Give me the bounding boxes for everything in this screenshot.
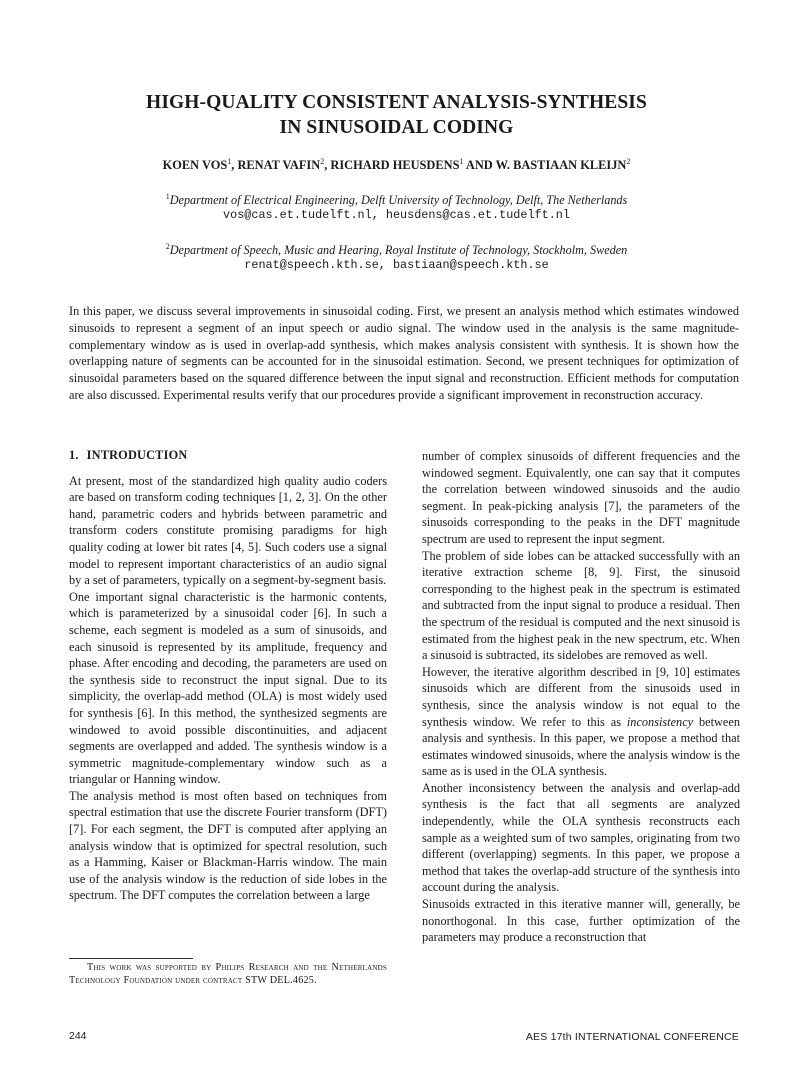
author-affiliation-mark: 2 — [626, 157, 631, 166]
right-column — [422, 448, 740, 946]
section-heading — [69, 447, 387, 464]
affiliation-mark: 1 — [165, 192, 170, 201]
abstract: In this paper, we discuss several improvements in sinusoidal coding. First, we present an analysis method which estimates windowed sinusoids to represent a segment of an input speech or audio signal. The window used in the analysis is the same magnitude-complementary window as is used in overlap-add synthesis, which makes analysis consistent with synthesis. It is shown how the overlapping nature of segments can be accounted for in the sinusoidal estimation. Second, we present techniques for optimization of sinusoidal parameters based on the squared difference between the input signal and reconstruction. Efficient methods for computation are also discussed. Experimental results verify that our procedures provide a significant improvement in reconstruction accuracy. — [69, 304, 739, 402]
section-title: INTRODUCTION — [86, 448, 188, 462]
affiliation-2 — [0, 242, 793, 258]
title-line-2: IN SINUSOIDAL CODING — [279, 117, 514, 138]
section-number: 1. — [69, 448, 79, 462]
paragraph: Sinusoids extracted in this iterative manner will, generally, be nonorthogonal. In this case, further optimization of the parameters may produce a reconstruction that — [422, 897, 740, 945]
paper-title — [0, 90, 793, 140]
emphasis-term: inconsistency — [626, 714, 694, 729]
affiliation-1-emails[interactable]: vos@cas.et.tudelft.nl, heusdens@cas.et.tudelft.nl — [223, 208, 570, 222]
paragraph: Another inconsistency between the analysis and overlap-add synthesis is the fact that all segments are analyzed independently, while the OLA synthesis reconstructs each sample as a weighted sum of two samples, originating from two different (overlapping) segments. In this paper, we propose a method that takes the overlap-add structure of the synthesis into account during the analysis. — [422, 780, 740, 895]
footnote — [69, 962, 387, 987]
paragraph: The analysis method is most often based on techniques from spectral estimation that use the discrete Fourier transform (DFT) [7]. For each segment, the DFT is computed after applying an analysis window that is optimized for spectral resolution, such as a Hamming, Kaiser or Blackman-Harris window. The main use of the analysis window is the reduction of side lobes in the spectrum. The DFT computes the correlation between a large — [69, 788, 387, 903]
footnote-text: This work was supported by Philips Research and the Netherlands Technology Foundation under contract STW DEL.4625. — [69, 962, 387, 986]
affiliation-text: Department of Electrical Engineering, Delft University of Technology, Delft, The Netherlands — [169, 193, 628, 208]
author-separator: , — [324, 158, 331, 173]
author-list — [0, 157, 793, 173]
author-name: KOEN VOS — [162, 158, 228, 173]
author-name: RENAT VAFIN — [237, 158, 321, 173]
paragraph-text: between analysis and synthesis. In this paper, we propose a method that estimates windowed sinusoids, where the analysis window is the same as is used in the OLA synthesis. — [422, 714, 740, 779]
author-separator: AND — [463, 158, 496, 173]
author-affiliation-mark: 1 — [227, 157, 232, 166]
paragraph: number of complex sinusoids of different frequencies and the windowed segment. Equivalently, one can say that it computes the correlation between windowed sinusoids and the audio segment. In peak-picking analysis [7], the parameters of the sinusoids corresponding to the peaks in the DFT magnitude spectrum are used to represent the input segment. — [422, 449, 740, 546]
paragraph-text: However, the iterative algorithm described in [9, 10] estimates sinusoids which are different from the sinusoids used in synthesis, since the analysis window is not equal to the synthesis window. We refer to this as — [422, 664, 740, 729]
paragraph: One important signal characteristic is the harmonic contents, which is parameterized by a sinusoidal coder [6]. In such a scheme, each segment is modeled as a sum of sinusoids, and each sinusoid is represented by its amplitude, frequency and phase. After encoding and decoding, the parameters are used on the synthesis side to reconstruct the input signal. Due to its simplicity, the overlap-add method (OLA) is most widely used for synthesis [6]. In this method, the synthesized segments are windowed to avoid possible discontinuities, and adjacent segments are overlapped and added. The synthesis window is a symmetric magnitude-complementary window such as a triangular or Hanning window. — [69, 589, 387, 787]
author-name: RICHARD HEUSDENS — [330, 158, 460, 173]
author-name: W. BASTIAAN KLEIJN — [495, 158, 627, 173]
affiliation-mark: 2 — [165, 242, 170, 251]
author-separator: , — [231, 158, 238, 173]
conference-name: AES 17th INTERNATIONAL CONFERENCE — [525, 1031, 739, 1043]
page-number: 244 — [69, 1030, 87, 1042]
paragraph: The problem of side lobes can be attacked successfully with an iterative extraction scheme [8, 9]. First, the sinusoid corresponding to the highest peak in the spectrum is estimated and subtracted from the input signal to produce a residual. Then the spectrum of the residual is computed and the next sinusoid is estimated from the highest peak in the new spectrum, etc. When a sinusoid is subtracted, its sidelobes are removed as well. — [422, 548, 740, 663]
paragraph: At present, most of the standardized high quality audio coders are based on transform coding techniques [1, 2, 3]. On the other hand, parametric coders and hybrids between parametric and transform coders constitute promising paradigms for high quality coding at lower bit rates [4, 5]. Such coders use a signal model to represent important characteristics of an audio signal by a set of parameters, typically on a segment-by-segment basis. — [69, 473, 387, 588]
affiliation-text: Department of Speech, Music and Hearing, Royal Institute of Technology, Stockholm, Sweden — [169, 243, 628, 258]
title-line-1: HIGH-QUALITY CONSISTENT ANALYSIS-SYNTHESIS — [146, 92, 647, 113]
left-column — [69, 447, 387, 904]
paragraph — [422, 664, 740, 780]
affiliation-2-emails[interactable]: renat@speech.kth.se, bastiaan@speech.kth.se — [244, 258, 549, 272]
author-affiliation-mark: 2 — [320, 157, 325, 166]
author-affiliation-mark: 1 — [459, 157, 464, 166]
footnote-rule — [69, 958, 193, 959]
affiliation-1 — [0, 192, 793, 208]
